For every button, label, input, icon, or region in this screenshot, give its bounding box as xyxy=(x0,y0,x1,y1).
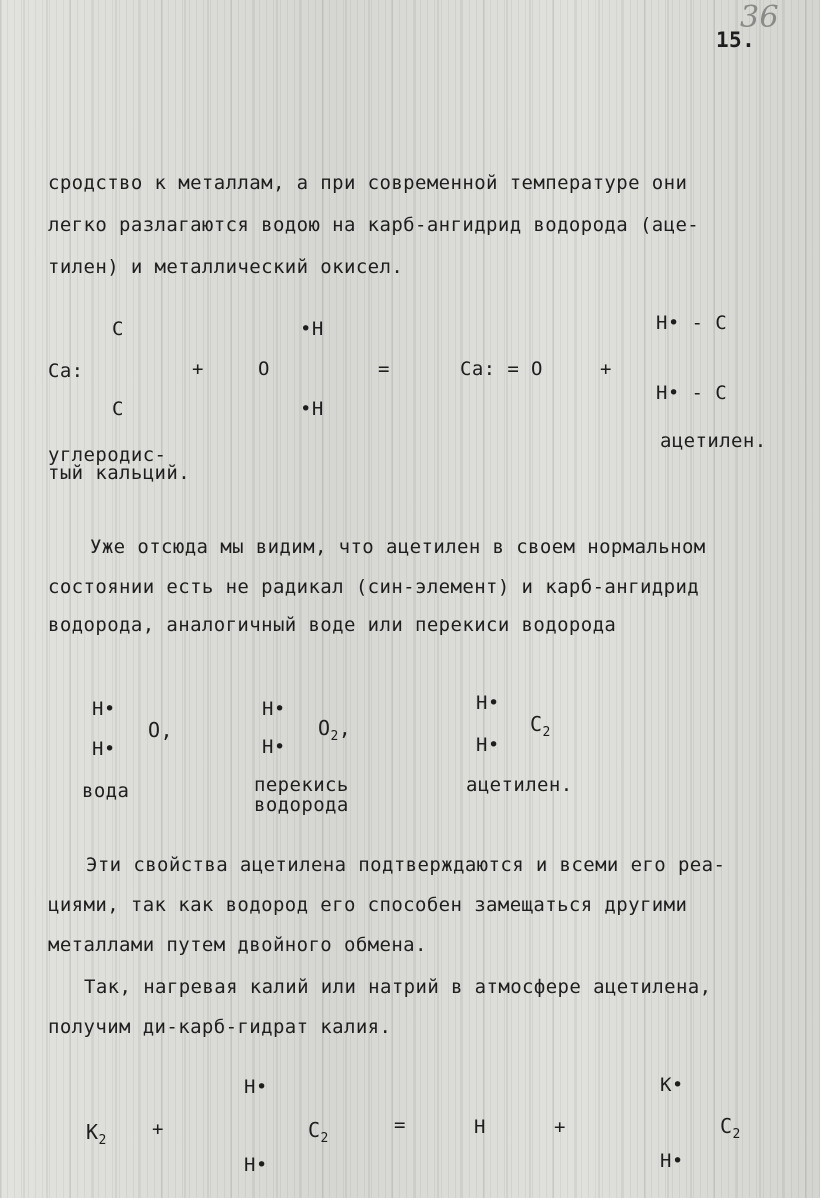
acetylene-formula xyxy=(530,712,551,740)
para3-line3: металлами путем двойного обмена. xyxy=(48,934,427,956)
eq2-plus-1: + xyxy=(152,1118,164,1140)
eq2-c2: C xyxy=(720,1114,733,1138)
eq2-carbon xyxy=(308,1118,329,1146)
eq2-h-bottom: H• xyxy=(660,1150,684,1172)
water-h1: H• xyxy=(92,698,116,720)
para2-line1: Уже отсюда мы видим, что ацетилен в своем нормальном xyxy=(90,536,706,558)
eq2-hydrogen-top: H• xyxy=(244,1076,268,1098)
eq2-hydrogen: H xyxy=(474,1116,486,1138)
peroxide-base: O xyxy=(318,716,331,740)
eq2-equals: = xyxy=(394,1114,406,1136)
water-oxygen: O, xyxy=(148,718,173,742)
acetylene-label: ацетилен. xyxy=(466,774,573,796)
acetylene-subscript: 2 xyxy=(542,725,551,740)
eq2-k-top: K• xyxy=(660,1074,684,1096)
eq1-oxygen: O xyxy=(258,358,270,380)
para2-line2: состоянии есть не радикал (син-элемент) и карб-ангидрид xyxy=(48,576,700,598)
para1-line2: легко разлагаются водою на карб-ангидрид водорода (аце- xyxy=(48,214,700,236)
peroxide-formula xyxy=(318,716,351,744)
peroxide-subscript: 2 xyxy=(330,729,339,744)
para1-line3: тилен) и металлический окисел. xyxy=(48,256,404,278)
eq1-label-right: ацетилен. xyxy=(660,430,767,452)
eq1-hc-top: H• - C xyxy=(656,312,728,334)
eq2-c-subscript: 2 xyxy=(320,1131,329,1146)
peroxide-label-2: водорода xyxy=(254,794,349,816)
eq1-carbon-bottom: C xyxy=(112,398,124,420)
para3-line2: циями, так как водород его способен замещаться другими xyxy=(48,894,688,916)
eq2-c2-subscript: 2 xyxy=(732,1127,741,1142)
eq2-plus-2: + xyxy=(554,1116,566,1138)
peroxide-comma: , xyxy=(338,716,352,740)
eq1-plus-1: + xyxy=(192,358,204,380)
eq2-potassium xyxy=(86,1120,107,1148)
acetylene-h1: H• xyxy=(476,692,500,714)
eq1-plus-2: + xyxy=(600,358,612,380)
peroxide-h1: H• xyxy=(262,698,286,720)
eq2-k: K xyxy=(86,1120,99,1144)
para1-line1: сродство к металлам, а при современной температуре они xyxy=(48,172,688,194)
eq1-label-left-2: тый кальций. xyxy=(48,462,191,484)
acetylene-h2: H• xyxy=(476,734,500,756)
para2-line3: водорода, аналогичный воде или перекиси водорода xyxy=(48,614,617,636)
eq1-hydrogen-top: •H xyxy=(300,318,324,340)
eq1-label-left-1: углеродис- xyxy=(48,444,167,466)
para4-line2: получим ди-карб-гидрат калия. xyxy=(48,1016,392,1038)
page-number: 15. xyxy=(716,28,756,52)
peroxide-h2: H• xyxy=(262,736,286,758)
eq2-c: C xyxy=(308,1118,321,1142)
peroxide-label-1: перекись xyxy=(254,774,349,796)
water-h2: H• xyxy=(92,738,116,760)
eq1-carbon-top: C xyxy=(112,318,124,340)
para4-line1: Так, нагревая калий или натрий в атмосфере ацетилена, xyxy=(84,976,712,998)
water-label: вода xyxy=(82,780,130,802)
eq1-hc-bottom: H• - C xyxy=(656,382,728,404)
eq2-k-subscript: 2 xyxy=(98,1133,107,1148)
eq1-calcium: Ca: xyxy=(48,360,84,382)
para3-line1: Эти свойства ацетилена подтверждаются и всеми его реа- xyxy=(86,854,726,876)
eq1-equals: = xyxy=(378,358,390,380)
eq2-carbon-2 xyxy=(720,1114,741,1142)
acetylene-base: C xyxy=(530,712,543,736)
eq1-calcium-oxide: Ca: = O xyxy=(460,358,543,380)
eq2-hydrogen-bottom: H• xyxy=(244,1154,268,1176)
eq1-hydrogen-bottom: •H xyxy=(300,398,324,420)
handwritten-folio-number: 36 xyxy=(740,0,779,35)
